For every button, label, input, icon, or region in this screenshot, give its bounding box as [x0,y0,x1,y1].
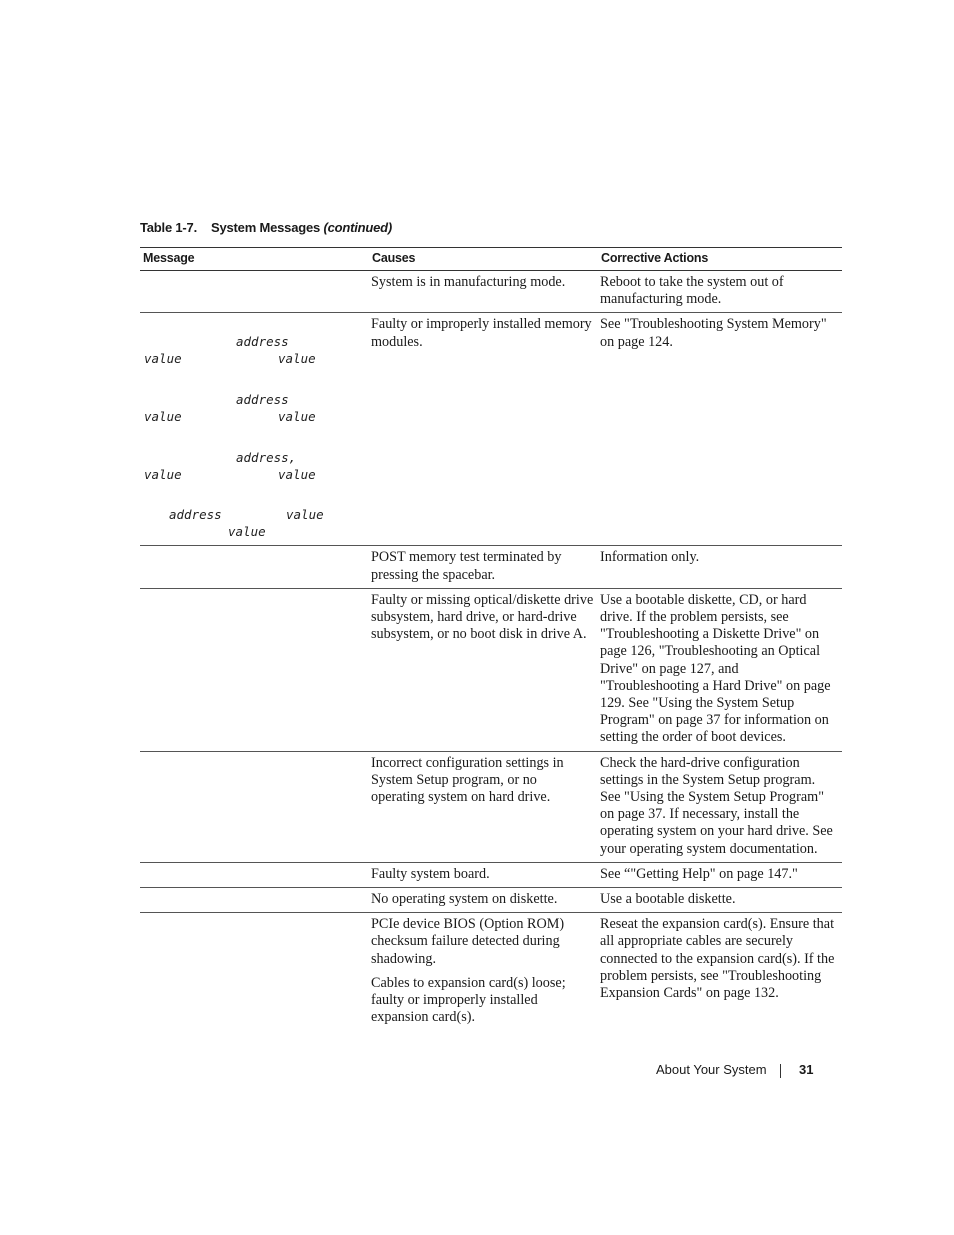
table-label: Table 1-7. [140,220,198,235]
message-fragment: value [144,409,182,425]
table-continued: (continued) [323,220,393,235]
message-fragment: value [228,524,266,540]
message-fragment: value [278,409,316,425]
message-fragment: value [278,467,316,483]
actions-cell: Check the hard-drive configuration settings in the System Setup program. See "Using the System Setup Program" on page 37. If necessary, install the operating system on your hard drive. See your operating system documentation. [598,751,842,862]
table-row [140,888,842,913]
footer-separator [780,1064,781,1078]
message-fragment: address, [236,450,297,466]
message-fragment: address [169,507,222,523]
page-number: 31 [799,1062,814,1077]
message-cell [140,751,369,862]
actions-cell: Reseat the expansion card(s). Ensure that all appropriate cables are securely connected to the expansion card(s). If the problem persists, see "Troubleshooting Expansion Cards" on page 132. [600,916,835,1002]
table-row [140,546,842,588]
causes-cell: No operating system on diskette. [369,888,598,913]
header-causes: Causes [369,248,598,271]
table-title: System Messages [211,220,321,235]
actions-cell: Use a bootable diskette, CD, or hard drive. If the problem persists, see "Troubleshooting a Diskette Drive" on page 126, "Troubleshooting an Optical Drive" on page 127, and "Troubleshooting a Hard Drive" on page 129. See "Using the System Setup Program" on page 37 for information on setting the order of boot devices. [598,588,842,751]
message-cell [140,888,369,913]
footer-section-title: About Your System [656,1062,767,1077]
message-cell [140,862,369,887]
causes-cell: POST memory test terminated by pressing the spacebar. [369,546,598,588]
table-row [140,271,842,313]
message-cell [140,588,369,751]
causes-cell: Faulty system board. [369,862,598,887]
table-row [140,862,842,887]
message-fragment: address [236,334,289,350]
message-fragment: value [144,351,182,367]
table-header-row [140,248,842,271]
causes-cell: Faulty or missing optical/diskette drive subsystem, hard drive, or hard-drive subsystem, or no boot disk in drive A. [369,588,598,751]
actions-cell: Use a bootable diskette. [598,888,842,913]
page-footer [656,1062,814,1077]
causes-cell: Faulty or improperly installed memory modules. [369,313,598,546]
actions-cell: See “"Getting Help" on page 147." [598,862,842,887]
message-fragment: value [278,351,316,367]
actions-cell: See "Troubleshooting System Memory" on page 124. [598,313,842,546]
message-fragment: value [286,507,324,523]
message-fragment: value [144,467,182,483]
actions-cell: Reboot to take the system out of manufacturing mode. [598,271,842,313]
header-message: Message [140,248,369,271]
header-corrective-actions: Corrective Actions [598,248,842,271]
message-fragment: address [236,392,289,408]
table-row [140,313,842,546]
message-cell [140,546,369,588]
message-cell [140,313,369,546]
causes-cell: PCIe device BIOS (Option ROM) checksum failure detected during shadowing. Cables to expansion card(s) loose; faulty or improperly installed expansion card(s). [371,916,566,1026]
table-row [140,588,842,751]
table-caption [140,220,392,235]
causes-cell: Incorrect configuration settings in System Setup program, or no operating system on hard drive. [369,751,598,862]
message-cell [140,913,369,1031]
table-row [140,913,842,1031]
system-messages-table [140,247,842,1030]
message-cell [140,271,369,313]
table-row [140,751,842,862]
actions-cell: Information only. [598,546,842,588]
causes-cell: System is in manufacturing mode. [369,271,598,313]
